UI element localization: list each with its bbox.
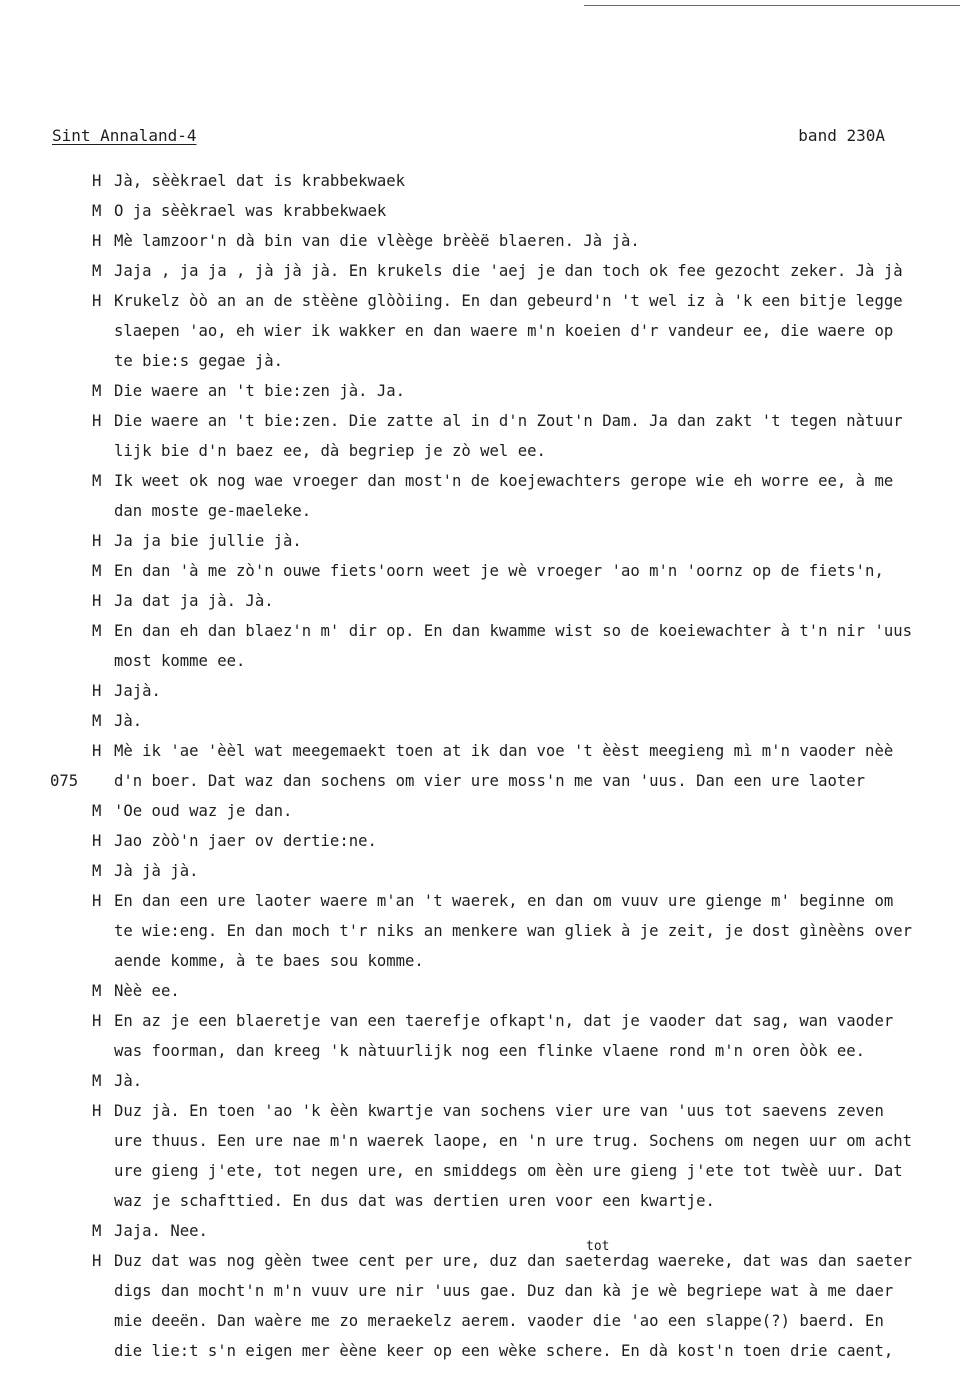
speaker-label: M bbox=[92, 862, 102, 880]
line-text: Jajà. bbox=[114, 682, 161, 700]
speaker-label: M bbox=[92, 622, 102, 640]
line-text: lijk bie d'n baez ee, dà begriep je zò wel ee. bbox=[114, 442, 546, 460]
speaker-label: M bbox=[92, 472, 102, 490]
speaker-label: M bbox=[92, 382, 102, 400]
transcript-line bbox=[0, 496, 960, 526]
line-text: most komme ee. bbox=[114, 652, 246, 670]
line-text: ure thuus. Een ure nae m'n waerek laope, en 'n ure trug. Sochens om negen uur om acht bbox=[114, 1132, 912, 1150]
transcript-line bbox=[0, 256, 960, 286]
page-header bbox=[52, 126, 885, 148]
transcript-line bbox=[0, 736, 960, 766]
transcript-line bbox=[0, 286, 960, 316]
speaker-label: H bbox=[92, 892, 102, 910]
transcript-line bbox=[0, 466, 960, 496]
line-text: 'Oe oud waz je dan. bbox=[114, 802, 293, 820]
band-label: band 230A bbox=[798, 126, 885, 145]
line-text: Jaja. Nee. bbox=[114, 1222, 208, 1240]
line-text: O ja sèèkrael was krabbekwaek bbox=[114, 202, 387, 220]
line-text: waz je schafttied. En dus dat was dertien uren voor een kwartje. bbox=[114, 1192, 715, 1210]
transcript-line bbox=[0, 406, 960, 436]
line-text: Ja dat ja jà. Jà. bbox=[114, 592, 274, 610]
transcript-line bbox=[0, 1239, 960, 1276]
line-text: te bie:s gegae jà. bbox=[114, 352, 283, 370]
line-text: En dan 'à me zò'n ouwe fiets'oorn weet je wè vroeger 'ao m'n 'oornz op de fiets'n, bbox=[114, 562, 884, 580]
document-title: Sint Annaland-4 bbox=[52, 126, 197, 145]
transcript-line bbox=[0, 226, 960, 256]
transcript-line bbox=[0, 1276, 960, 1306]
transcript-line bbox=[0, 1306, 960, 1336]
transcript-line bbox=[0, 1336, 960, 1366]
transcript-line bbox=[0, 1156, 960, 1186]
line-text: Jà jà jà. bbox=[114, 862, 199, 880]
line-text: Jà, sèèkrael dat is krabbekwaek bbox=[114, 172, 406, 190]
transcript-line bbox=[0, 706, 960, 736]
line-text: ure gieng j'ete, tot negen ure, en smiddegs om èèn ure gieng j'ete tot twèè uur. Dat bbox=[114, 1162, 903, 1180]
transcript-line bbox=[0, 556, 960, 586]
transcript-body bbox=[0, 166, 960, 1376]
transcript-line bbox=[0, 766, 960, 796]
line-text: Jà. bbox=[114, 712, 143, 730]
line-text: Duz jà. En toen 'ao 'k èèn kwartje van sochens vier ure van 'uus tot saevens zeven bbox=[114, 1102, 884, 1120]
line-text: Mè ik 'ae 'èèl wat meegemaekt toen at ik dan voe 't èèst meegieng mì m'n vaoder nèè bbox=[114, 742, 894, 760]
speaker-label: H bbox=[92, 682, 102, 700]
transcript-line bbox=[0, 526, 960, 556]
speaker-label: H bbox=[92, 1102, 102, 1120]
transcript-line bbox=[0, 796, 960, 826]
line-text: En dan een ure laoter waere m'an 't waerek, en dan om vuuv ure gienge m' beginne om bbox=[114, 892, 894, 910]
line-text: Die waere an 't bie:zen. Die zatte al in d'n Zout'n Dam. Ja dan zakt 't tegen nàtuur bbox=[114, 412, 903, 430]
transcript-line bbox=[0, 886, 960, 916]
line-text: d'n boer. Dat waz dan sochens om vier ure moss'n me van 'uus. Dan een ure laoter bbox=[114, 772, 866, 790]
speaker-label: M bbox=[92, 1072, 102, 1090]
line-text: dan moste ge-maeleke. bbox=[114, 502, 312, 520]
speaker-label: H bbox=[92, 1252, 102, 1270]
speaker-label: M bbox=[92, 802, 102, 820]
transcript-line bbox=[0, 676, 960, 706]
transcript-line bbox=[0, 1036, 960, 1066]
line-text: Mè lamzoor'n dà bin van die vlèège brèèë blaeren. Jà jà. bbox=[114, 232, 640, 250]
transcript-line bbox=[0, 166, 960, 196]
speaker-label: H bbox=[92, 532, 102, 550]
transcript-line bbox=[0, 916, 960, 946]
speaker-label: H bbox=[92, 172, 102, 190]
speaker-label: H bbox=[92, 742, 102, 760]
line-text: digs dan mocht'n m'n vuuv ure nir 'uus gae. Duz dan kà je wè begriepe wat à me daer bbox=[114, 1282, 894, 1300]
line-text: Duz dat was nog gèèn twee cent per ure, duz dan saeterdag waereke, dat was dan saeter bbox=[114, 1252, 912, 1270]
transcript-line bbox=[0, 646, 960, 676]
transcript-line bbox=[0, 316, 960, 346]
top-rule bbox=[584, 5, 960, 6]
line-text: Jaja , ja ja , jà jà jà. En krukels die 'aej je dan toch ok fee gezocht zeker. Jà jà bbox=[114, 262, 903, 280]
line-text: slaepen 'ao, eh wier ik wakker en dan waere m'n koeien d'r vandeur ee, die waere op bbox=[114, 322, 894, 340]
speaker-label: M bbox=[92, 562, 102, 580]
speaker-label: M bbox=[92, 262, 102, 280]
speaker-label: M bbox=[92, 1222, 102, 1240]
line-text: Ja ja bie jullie jà. bbox=[114, 532, 302, 550]
speaker-label: H bbox=[92, 1012, 102, 1030]
line-text: aende komme, à te baes sou komme. bbox=[114, 952, 424, 970]
transcript-line bbox=[0, 376, 960, 406]
speaker-label: H bbox=[92, 832, 102, 850]
line-text: En az je een blaeretje van een taerefje ofkapt'n, dat je vaoder dat sag, wan vaoder bbox=[114, 1012, 894, 1030]
speaker-label: H bbox=[92, 232, 102, 250]
speaker-label: M bbox=[92, 712, 102, 730]
transcript-line bbox=[0, 1216, 960, 1246]
transcript-line bbox=[0, 976, 960, 1006]
transcript-line bbox=[0, 826, 960, 856]
tape-counter-marker: 075 bbox=[50, 772, 79, 790]
transcript-line bbox=[0, 436, 960, 466]
speaker-label: M bbox=[92, 202, 102, 220]
transcript-line bbox=[0, 1096, 960, 1126]
transcript-line bbox=[0, 946, 960, 976]
speaker-label: H bbox=[92, 592, 102, 610]
line-text: Ik weet ok nog wae vroeger dan most'n de koejewachters gerope wie eh worre ee, à me bbox=[114, 472, 894, 490]
line-text: te wie:eng. En dan moch t'r niks an menkere wan gliek à je zeit, je dost gìnèèns over bbox=[114, 922, 912, 940]
line-text: was foorman, dan kreeg 'k nàtuurlijk nog een flinke vlaene rond m'n oren òòk ee. bbox=[114, 1042, 866, 1060]
line-text: Jà. bbox=[114, 1072, 143, 1090]
transcript-line bbox=[0, 1126, 960, 1156]
transcript-line bbox=[0, 856, 960, 886]
transcript-line bbox=[0, 196, 960, 226]
line-text: En dan eh dan blaez'n m' dir op. En dan kwamme wist so de koeiewachter à t'n nir 'uus bbox=[114, 622, 912, 640]
line-text: mie deeën. Dan waère me zo meraekelz aerem. vaoder die 'ao een slappe(?) baerd. En bbox=[114, 1312, 884, 1330]
transcript-line bbox=[0, 1006, 960, 1036]
transcript-line bbox=[0, 1066, 960, 1096]
interlinear-insertion: tot bbox=[586, 1239, 610, 1254]
line-text: die lie:t s'n eigen mer èène keer op een wèke schere. En dà kost'n toen drie caent, bbox=[114, 1342, 894, 1360]
line-text: Nèè ee. bbox=[114, 982, 180, 1000]
transcript-line bbox=[0, 616, 960, 646]
line-text: Die waere an 't bie:zen jà. Ja. bbox=[114, 382, 406, 400]
transcript-line bbox=[0, 1186, 960, 1216]
speaker-label: M bbox=[92, 982, 102, 1000]
speaker-label: H bbox=[92, 412, 102, 430]
line-text: Jao zòò'n jaer ov dertie:ne. bbox=[114, 832, 377, 850]
transcript-line bbox=[0, 586, 960, 616]
speaker-label: H bbox=[92, 292, 102, 310]
transcript-line bbox=[0, 346, 960, 376]
line-text: Krukelz òò an an de stèène glòòiing. En dan gebeurd'n 't wel iz à 'k een bitje legge bbox=[114, 292, 903, 310]
